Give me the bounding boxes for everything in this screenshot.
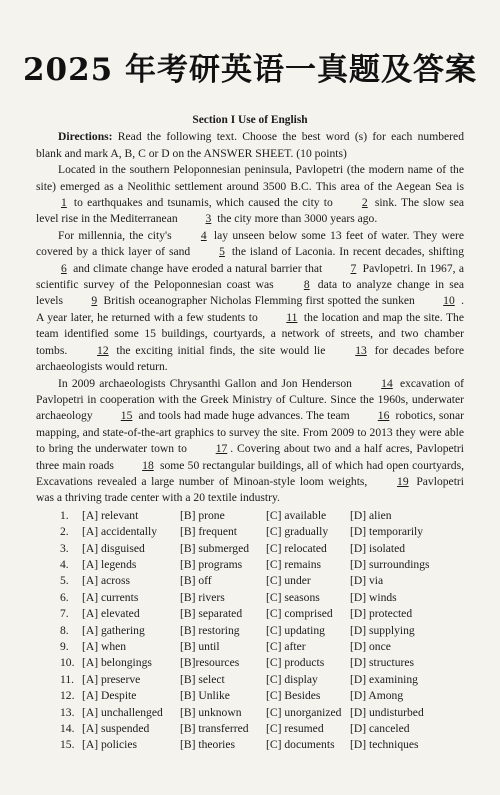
option-b: [B]resources [180, 656, 240, 670]
option-b: [B] submerged [180, 541, 250, 555]
option-b: [B] select [180, 672, 225, 686]
option-a: [A] currents [82, 590, 139, 604]
blank-9: 9 [91, 294, 98, 308]
question-row [60, 688, 464, 704]
blank-14: 14 [381, 376, 393, 390]
question-number: 14. [60, 722, 75, 736]
question-row [60, 606, 464, 622]
option-a: [A] legends [82, 557, 137, 571]
option-b: [B] restoring [180, 623, 240, 637]
option-a: [A] Despite [82, 689, 137, 703]
passage-text: lay unseen below some 13 feet of water. They were covered by a thick layer of sand [36, 228, 464, 259]
option-b: [B] transferred [180, 722, 249, 736]
question-row [60, 655, 464, 671]
blank-11: 11 [286, 310, 298, 324]
passage-text: the exciting initial finds, the site would lie [111, 343, 331, 357]
option-c: [C] gradually [266, 525, 329, 539]
option-a: [A] policies [82, 738, 138, 752]
option-b: [B] programs [180, 557, 243, 571]
blank-7: 7 [350, 261, 357, 275]
question-row [60, 623, 464, 639]
passage-text: robotics, sonar mapping, and state-of-the-art graphics to survey the site. From 2009 to 2013 they were able to bring the underwater town to [36, 409, 464, 456]
question-list [36, 508, 464, 754]
question-row [60, 737, 464, 753]
option-b: [B] theories [180, 738, 236, 752]
option-c: [C] under [266, 574, 311, 588]
passage-paragraph [36, 162, 464, 228]
question-row [60, 573, 464, 589]
blank-1: 1 [61, 196, 67, 210]
option-a: [A] unchallenged [82, 705, 163, 719]
blank-15: 15 [120, 409, 133, 423]
option-a: [A] accidentally [82, 525, 157, 539]
passage-text: data to analyze change in sea levels [36, 278, 464, 308]
passage-text: Located in the southern Peloponnesian peninsula, Pavlopetri (the modern name of the site) emerged as a Neolithic settlement around 3500 B.C. This area of the Aegean Sea is [36, 163, 464, 193]
option-d: [D] once [350, 640, 391, 653]
question-row [60, 508, 464, 524]
option-b: [B] prone [180, 508, 225, 522]
option-c: [C] documents [266, 738, 335, 752]
blank-2: 2 [361, 196, 368, 210]
question-row [60, 639, 464, 655]
blank-3: 3 [205, 212, 212, 226]
option-b: [B] rivers [180, 590, 225, 604]
question-number: 3. [60, 541, 69, 555]
option-b: [B] frequent [180, 525, 237, 539]
option-b: [B] off [180, 574, 212, 588]
option-b: [B] unknown [180, 705, 242, 719]
option-d: [D] Among [350, 689, 404, 703]
question-row [60, 590, 464, 606]
question-number: 10. [60, 656, 75, 670]
option-d: [D] techniques [350, 738, 419, 752]
question-row [60, 524, 464, 540]
option-b: [B] until [180, 640, 220, 653]
passage-text: Pavlopetri was a thriving trade center with a 20 textile industry. [36, 474, 464, 505]
option-d: [D] canceled [350, 722, 410, 736]
passage-text: the island of Laconia. In recent decades, shifting [227, 245, 464, 259]
option-d: [D] supplying [350, 623, 415, 637]
question-number: 5. [60, 574, 69, 588]
question-number: 13. [60, 705, 75, 719]
option-d: [D] temporarily [350, 525, 424, 539]
passage-text: for decades before archaeologists would return. [36, 343, 464, 374]
passage-text: . A year later, he returned with a few students to [36, 294, 464, 324]
option-d: [D] surroundings [350, 557, 430, 571]
passage-text: and tools had made huge advances. The team [135, 409, 353, 423]
option-a: [A] suspended [82, 722, 150, 736]
blank-13: 13 [355, 343, 367, 357]
option-a: [A] across [82, 574, 130, 588]
question-row [60, 672, 464, 688]
option-c: [C] relocated [266, 541, 327, 555]
question-row [60, 721, 464, 737]
option-d: [D] via [350, 574, 384, 588]
option-d: [D] winds [350, 590, 397, 604]
question-number: 11. [60, 672, 75, 686]
option-a: [A] elevated [82, 607, 140, 621]
question-number: 8. [60, 623, 69, 637]
question-row [60, 705, 464, 721]
option-c: [C] resumed [266, 722, 324, 736]
option-c: [C] seasons [266, 590, 320, 604]
question-number: 2. [60, 525, 69, 539]
option-c: [C] updating [266, 623, 325, 637]
blank-6: 6 [61, 261, 67, 275]
passage [36, 162, 464, 507]
question-number: 15. [60, 738, 75, 752]
passage-text: . Covering about two and a half acres, Pavlopetri three main roads [36, 442, 464, 472]
page-title: 2025 年考研英语一真题及答案 [22, 52, 478, 88]
option-c: [C] remains [266, 557, 322, 571]
passage-paragraph [36, 228, 464, 376]
option-d: [D] alien [350, 508, 392, 522]
question-number: 9. [60, 640, 69, 653]
passage-text: the city more than 3000 years ago. [214, 212, 378, 226]
option-c: [C] available [266, 508, 327, 522]
blank-12: 12 [97, 343, 109, 357]
option-c: [C] products [266, 656, 325, 670]
passage-paragraph [36, 376, 464, 507]
passage-text: to earthquakes and tsunamis, which caused the city to [69, 196, 337, 210]
directions-text: Read the following text. Choose the best word (s) for each numbered blank and mark A, B, C or D on the ANSWER SHEET. (10 points) [36, 130, 464, 160]
option-a: [A] gathering [82, 623, 145, 637]
option-b: [B] Unlike [180, 689, 230, 703]
blank-16: 16 [377, 409, 390, 423]
blank-5: 5 [219, 245, 225, 259]
option-b: [B] separated [180, 607, 243, 621]
question-row [60, 557, 464, 573]
section-heading: Section I Use of English [192, 114, 308, 126]
question-number: 4. [60, 557, 69, 571]
option-a: [A] preserve [82, 672, 141, 686]
passage-text: some 50 rectangular buildings, all of which had open courtyards, Excavations revealed a large number of Minoan-style loom weights, [36, 458, 464, 488]
exam-body [36, 112, 464, 754]
blank-17: 17 [215, 442, 228, 456]
directions [36, 129, 464, 162]
passage-text: Pavlopetri. In 1967, a scientific survey of the Peloponnesian coast was [36, 261, 464, 292]
blank-18: 18 [142, 458, 154, 472]
option-c: [C] comprised [266, 607, 333, 621]
question-row [60, 541, 464, 557]
option-c: [C] unorganized [266, 705, 342, 719]
passage-text: the location and map the site. The team identified some 15 buildings, courtyards, a network of streets, and two chamber tombs. [36, 310, 464, 357]
question-number: 6. [60, 590, 69, 604]
option-d: [D] isolated [350, 541, 406, 555]
option-c: [C] after [266, 640, 306, 653]
option-a: [A] belongings [82, 656, 152, 670]
passage-text: and climate change have eroded a natural barrier that [69, 261, 326, 275]
option-d: [D] examining [350, 672, 418, 686]
question-number: 7. [60, 607, 69, 621]
option-c: [C] display [266, 672, 318, 686]
option-d: [D] protected [350, 607, 413, 621]
option-c: [C] Besides [266, 689, 321, 703]
question-number: 12. [60, 689, 75, 703]
option-a: [A] disguised [82, 541, 145, 555]
passage-text: For millennia, the city's [58, 228, 176, 242]
blank-10: 10 [443, 294, 455, 308]
option-a: [A] relevant [82, 508, 139, 522]
blank-8: 8 [303, 278, 310, 292]
passage-text: sink. The slow sea level rise in the Mediterranean [36, 196, 464, 226]
question-number: 1. [60, 508, 69, 522]
option-d: [D] undisturbed [350, 705, 424, 719]
passage-text: British oceanographer Nicholas Flemming first spotted the sunken [100, 294, 419, 308]
option-a: [A] when [82, 640, 127, 653]
passage-text: In 2009 archaeologists Chrysanthi Gallon and Jon Henderson [58, 376, 357, 390]
blank-4: 4 [200, 228, 207, 242]
option-d: [D] structures [350, 656, 415, 670]
passage-text: excavation of Pavlopetri in cooperation with the Greek Ministry of Culture. Since the 1960s, underwater archaeology [36, 376, 465, 423]
directions-label: Directions: [58, 130, 113, 144]
blank-19: 19 [397, 474, 409, 488]
